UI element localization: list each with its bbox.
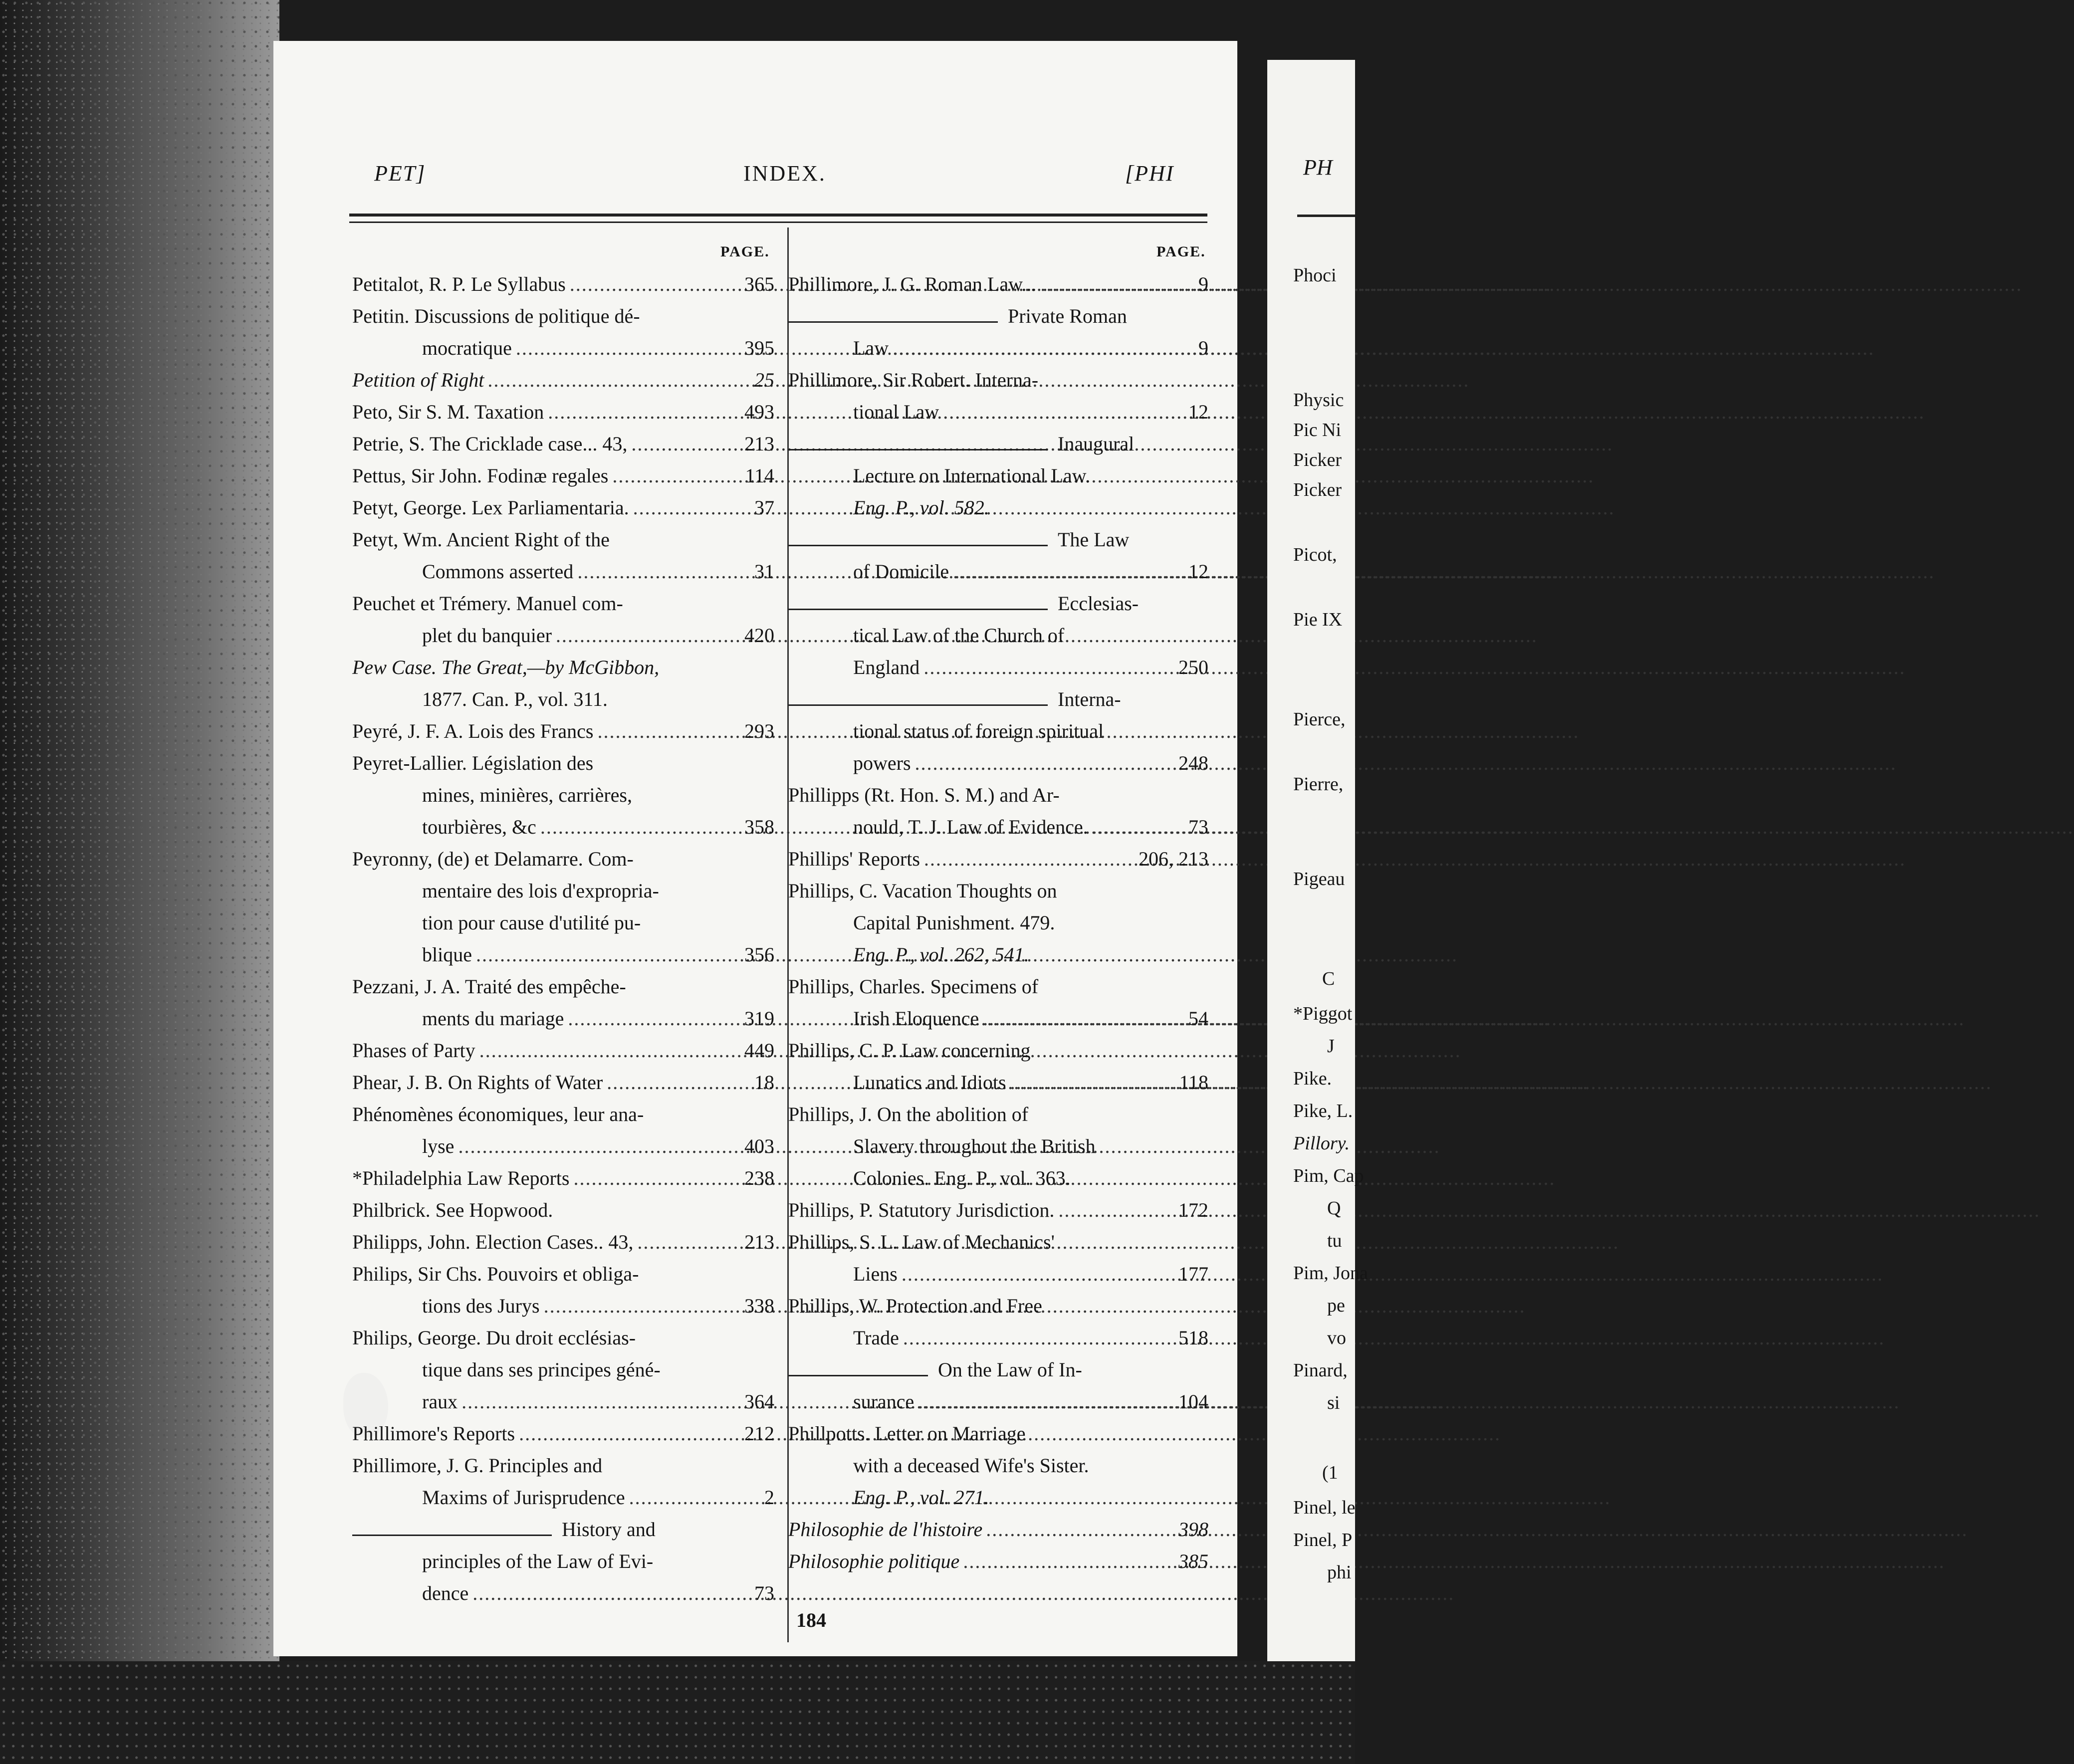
index-entry: Phillips, C. P. Law concerning xyxy=(788,1039,1031,1062)
index-entry: Petyt, George. Lex Parliamentaria. ..... 37 xyxy=(352,492,774,524)
index-entry: Petition of Right ..... 25 xyxy=(352,364,774,396)
index-entry: surance ..... 104 xyxy=(788,1386,1208,1418)
index-entry: Eng. P., vol. 262, 541. xyxy=(853,943,1029,966)
facing-entry: Picot, xyxy=(1293,544,1337,565)
facing-entry: J xyxy=(1327,1036,1335,1057)
index-entry: 1877. Can. P., vol. 311. xyxy=(422,688,608,710)
index-entry: Phillimore, J. G. Roman Law... ..... 9 xyxy=(788,268,1208,300)
facing-entry: Phoci xyxy=(1293,265,1337,286)
index-entry: *Philadelphia Law Reports ..... 238 xyxy=(352,1162,774,1194)
index-entry: tion pour cause d'utilité pu- xyxy=(422,911,641,934)
facing-entry: Pinel, le xyxy=(1293,1497,1356,1518)
index-entry: blique ..... 356 xyxy=(352,939,774,971)
index-entry: Eng. P., vol. 582. xyxy=(853,496,989,519)
index-entry: tions des Jurys ..... 338 xyxy=(352,1290,774,1322)
facing-entry: si xyxy=(1327,1392,1340,1413)
header-rule-thick xyxy=(349,214,1207,217)
index-entry: Inaugural xyxy=(788,428,1208,460)
index-entry: Irish Eloquence ..... 54 xyxy=(788,1003,1208,1035)
ditto-rule xyxy=(788,609,1048,610)
ditto-rule xyxy=(352,1535,552,1536)
ditto-rule xyxy=(788,704,1048,706)
index-entry: Philips, Sir Chs. Pouvoirs et obliga- xyxy=(352,1263,639,1285)
header-rule-thin xyxy=(349,221,1207,223)
index-entry: Philosophie politique ..... 385 xyxy=(788,1545,1208,1577)
facing-entry: pe xyxy=(1327,1295,1345,1316)
index-entry: Petyt, Wm. Ancient Right of the xyxy=(352,528,610,551)
index-entry: tical Law of the Church of xyxy=(853,624,1065,647)
facing-entry: phi xyxy=(1327,1562,1352,1583)
facing-entry: Pinard, xyxy=(1293,1360,1348,1381)
facing-entry: *Piggot xyxy=(1293,1003,1353,1024)
index-entry: Phases of Party ..... 449 xyxy=(352,1035,774,1067)
index-entry: Petitin. Discussions de politique dé- xyxy=(352,305,640,327)
facing-entry: Picker xyxy=(1293,449,1342,470)
index-entry: On the Law of In- xyxy=(788,1354,1208,1386)
index-entry: plet du banquier ..... 420 xyxy=(352,620,774,652)
index-entry: mentaire des lois d'expropria- xyxy=(422,880,659,902)
index-entry: Phillips, P. Statutory Jurisdiction. ..... 172 xyxy=(788,1194,1208,1226)
facing-entry: (1 xyxy=(1322,1462,1338,1483)
scan-bottom-margin xyxy=(0,1661,1355,1764)
index-entry: Peto, Sir S. M. Taxation ..... 493 xyxy=(352,396,774,428)
index-entry: History and xyxy=(352,1514,774,1545)
index-entry: Pettus, Sir John. Fodinæ regales ..... 114 xyxy=(352,460,774,492)
index-entry: Pezzani, J. A. Traité des empêche- xyxy=(352,975,626,998)
index-entry: Interna- xyxy=(788,683,1208,715)
facing-entry: Pigeau xyxy=(1293,869,1345,889)
index-entry: Philipps, John. Election Cases.. 43, ..... 213 xyxy=(352,1226,774,1258)
index-entry: Peyronny, (de) et Delamarre. Com- xyxy=(352,848,634,870)
ditto-rule xyxy=(788,449,1048,450)
facing-entry: Pierce, xyxy=(1293,709,1346,730)
index-entry: Ecclesias- xyxy=(788,588,1208,620)
index-entry: mocratique ..... 395 xyxy=(352,332,774,364)
index-entry: Phillips, S. L. Law of Mechanics' xyxy=(788,1231,1055,1253)
index-entry: Phénomènes économiques, leur ana- xyxy=(352,1103,644,1125)
index-column-right xyxy=(788,268,1208,1577)
running-head-title: INDEX. xyxy=(743,161,826,186)
page-label-right: PAGE. xyxy=(1156,243,1206,260)
page-label-left: PAGE. xyxy=(720,243,770,260)
index-entry: Capital Punishment. 479. xyxy=(853,911,1055,934)
facing-page-rule xyxy=(1297,215,1355,217)
index-entry: mines, minières, carrières, xyxy=(422,784,632,806)
index-entry: The Law xyxy=(788,524,1208,556)
index-entry: Peyré, J. F. A. Lois des Francs ..... 293 xyxy=(352,715,774,747)
running-head-right: [PHI xyxy=(1125,161,1174,186)
index-entry: Trade ..... 518 xyxy=(788,1322,1208,1354)
page-number: 184 xyxy=(796,1609,826,1631)
index-entry: Liens ..... 177 xyxy=(788,1258,1208,1290)
index-entry: Phillips, Charles. Specimens of xyxy=(788,975,1039,998)
index-entry: Petrie, S. The Cricklade case... 43, ..... 213 xyxy=(352,428,774,460)
index-entry: Phillips' Reports ..... 206, 213 xyxy=(788,843,1208,875)
index-entry: Pew Case. The Great,—by McGibbon, xyxy=(352,656,660,678)
index-entry: tique dans ses principes géné- xyxy=(422,1358,661,1381)
facing-entry: vo xyxy=(1327,1327,1346,1348)
facing-entry: Picker xyxy=(1293,479,1342,500)
facing-entry: Pie IX xyxy=(1293,609,1343,630)
index-entry: Phillimore, J. G. Principles and xyxy=(352,1454,603,1477)
facing-entry: Physic xyxy=(1293,390,1344,411)
index-entry: Phillips, W. Protection and Free xyxy=(788,1295,1042,1317)
index-entry: Eng. P., vol. 271. xyxy=(853,1486,989,1509)
index-entry: Lunatics and Idiots ..... 118 xyxy=(788,1067,1208,1099)
index-entry: ments du mariage ..... 319 xyxy=(352,1003,774,1035)
facing-page-head: PH xyxy=(1303,155,1333,180)
ditto-rule xyxy=(788,545,1048,546)
index-entry: Phillipps (Rt. Hon. S. M.) and Ar- xyxy=(788,784,1060,806)
index-entry: Phillimore's Reports ..... 212 xyxy=(352,1418,774,1450)
index-entry: Philbrick. See Hopwood. xyxy=(352,1199,553,1221)
ditto-rule xyxy=(788,1375,928,1376)
scan-left-margin xyxy=(0,0,279,1764)
index-entry: Law ..... 9 xyxy=(788,332,1208,364)
index-entry: Commons asserted ..... 31 xyxy=(352,556,774,588)
index-entry: Philips, George. Du droit ecclésias- xyxy=(352,1326,636,1349)
index-entry: Phillpotts. Letter on Marriage xyxy=(788,1422,1026,1445)
index-entry: Peyret-Lallier. Législation des xyxy=(352,752,594,774)
facing-entry: Pim, Cap xyxy=(1293,1165,1364,1186)
index-entry: Petitalot, R. P. Le Syllabus ..... 365 xyxy=(352,268,774,300)
index-entry: Phillips, J. On the abolition of xyxy=(788,1103,1029,1125)
index-entry: England ..... 250 xyxy=(788,652,1208,683)
index-entry: Phear, J. B. On Rights of Water ..... 18 xyxy=(352,1067,774,1099)
facing-entry: Q xyxy=(1327,1198,1341,1219)
index-entry: Slavery throughout the British xyxy=(853,1135,1096,1157)
index-entry: nould, T. J. Law of Evidence. ..... 73 xyxy=(788,811,1208,843)
index-entry: Philosophie de l'histoire ..... 398 xyxy=(788,1514,1208,1545)
facing-entry: tu xyxy=(1327,1230,1342,1251)
index-entry: Private Roman xyxy=(788,300,1208,332)
facing-entry: Pike, L. xyxy=(1293,1101,1353,1121)
index-entry: Peuchet et Trémery. Manuel com- xyxy=(352,592,623,615)
facing-entry: Pierre, xyxy=(1293,774,1344,795)
index-entry: tional status of foreign spiritual xyxy=(853,720,1104,742)
facing-entry: Pim, Jona xyxy=(1293,1263,1368,1284)
index-entry: tional Law ..... 12 xyxy=(788,396,1208,428)
index-entry: of Domicile ..... 12 xyxy=(788,556,1208,588)
index-entry: with a deceased Wife's Sister. xyxy=(853,1454,1089,1477)
index-entry: Phillips, C. Vacation Thoughts on xyxy=(788,880,1057,902)
facing-entry: Pic Ni xyxy=(1293,420,1342,441)
facing-entry: Pike. xyxy=(1293,1068,1332,1089)
index-entry: dence ..... 73 xyxy=(352,1577,774,1609)
index-entry: principles of the Law of Evi- xyxy=(422,1550,654,1572)
index-entry: Colonies. Eng. P., vol. 363. xyxy=(853,1167,1071,1189)
facing-entry: C xyxy=(1322,968,1335,989)
index-entry: Lecture on International Law. xyxy=(853,464,1090,487)
index-column-left xyxy=(352,268,774,1609)
index-entry: lyse ..... 403 xyxy=(352,1130,774,1162)
facing-page-fragment xyxy=(1267,60,1368,1661)
index-entry: raux ..... 364 xyxy=(352,1386,774,1418)
ditto-rule xyxy=(788,321,998,323)
index-entry: Maxims of Jurisprudence ..... 2 xyxy=(352,1482,774,1514)
index-entry: powers ..... 248 xyxy=(788,747,1208,779)
running-head-left: PET] xyxy=(374,161,426,186)
facing-entry: Pinel, P xyxy=(1293,1530,1353,1550)
index-entry: tourbières, &c ..... 358 xyxy=(352,811,774,843)
index-entry: Phillimore, Sir Robert. Interna- xyxy=(788,369,1039,391)
facing-entry: Pillory. xyxy=(1293,1133,1350,1154)
